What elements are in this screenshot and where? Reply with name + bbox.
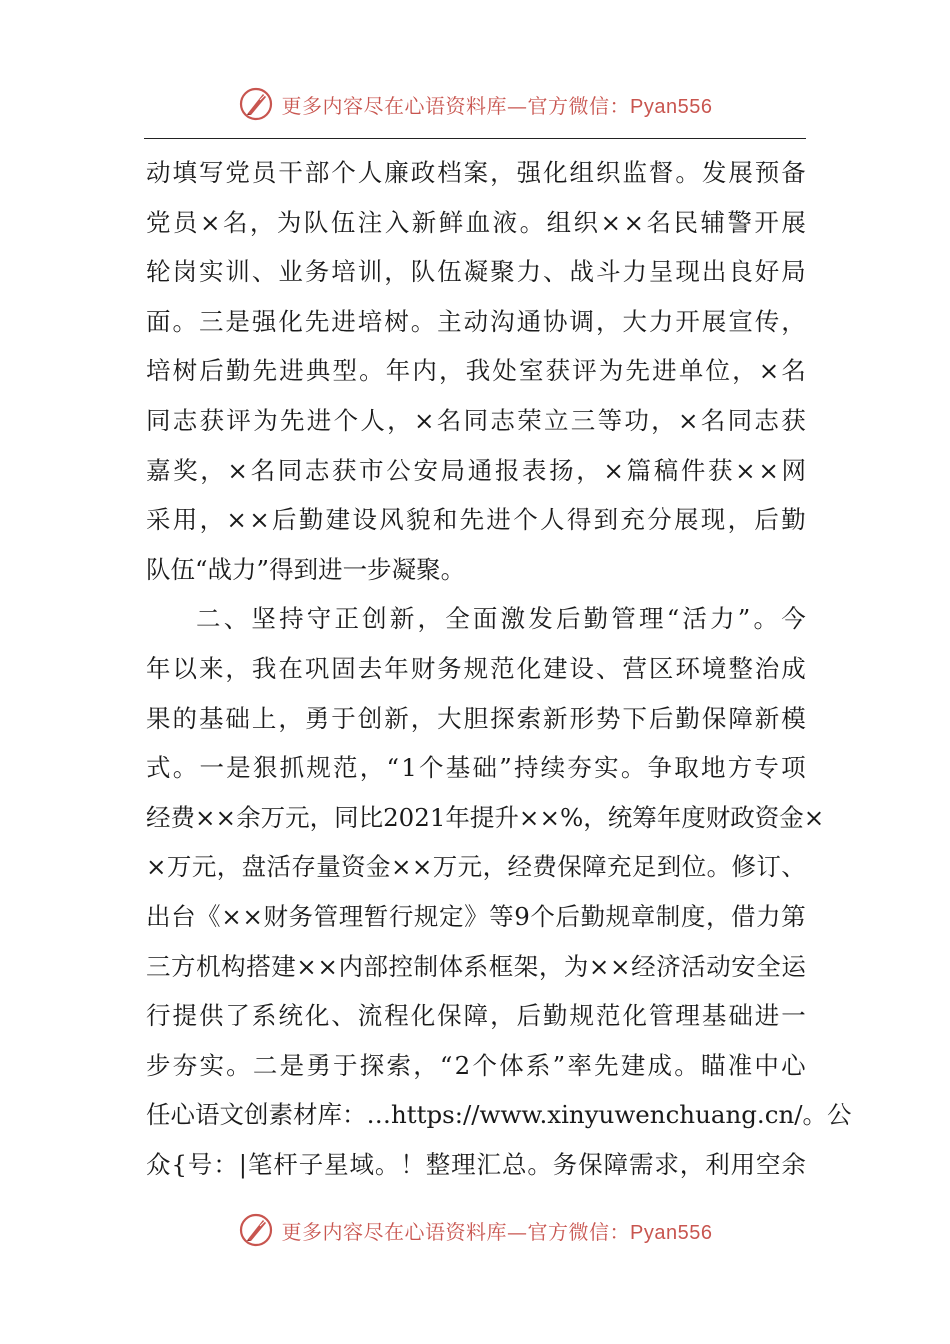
text-line: × 万 元 ， 盘 活 存 量 资 金 × × 万 元 ， 经 费 保 障 充 足 到 位 。 修 订 、 (146, 852, 806, 882)
text-line: 果 的 基 础 上 ， 勇 于 创 新 ， 大 胆 探 索 新 形 势 下 后 勤 保 障 新 模 (146, 703, 806, 733)
document-body (146, 148, 852, 1189)
header-banner-wechat-id: Pyan556 (630, 95, 713, 118)
footer-banner (0, 1208, 950, 1252)
text-line: 众 { 号 ： | 笔 杆 子 星 域 。 ！ 整 理 汇 总 。 务 保 障 需 求 ， 利 用 空 余 (146, 1149, 806, 1179)
quill-pen-logo-icon (238, 1212, 274, 1248)
footer-banner-wechat-id: Pyan556 (630, 1221, 713, 1244)
header-banner-text (282, 90, 713, 119)
text-line: 动 填 写 党 员 干 部 个 人 廉 政 档 案 ， 强 化 组 织 监 督 。 发 展 预 备 (146, 158, 806, 187)
header-banner (0, 82, 950, 126)
quill-pen-logo-icon (238, 86, 274, 122)
text-line: 同 志 获 评 为 先 进 个 人 ， × 名 同 志 荣 立 三 等 功 ， × 名 同 志 获 (146, 405, 806, 435)
text-line: 出 台 《 × × 财 务 管 理 暂 行 规 定 》 等 9 个 后 勤 规 章 制 度 ， 借 力 第 (146, 901, 806, 931)
text-line: 面 。 三 是 强 化 先 进 培 树 。 主 动 沟 通 协 调 ， 大 力 开 展 宣 传 ， (146, 306, 806, 336)
header-banner-cn: 更多内容尽在心语资料库—官方微信： (281, 93, 631, 118)
text-line: 年 以 来 ， 我 在 巩 固 去 年 财 务 规 范 化 建 设 、 营 区 环 境 整 治 成 (146, 653, 806, 683)
text-line: 经 费 × × 余 万 元 ， 同 比 2021 年 提 升 × × % ， 统 筹 年 度 财 政 资 金 × (146, 802, 825, 832)
text-line: 采 用 ， × × 后 勤 建 设 风 貌 和 先 进 个 人 得 到 充 分 展 现 ， 后 勤 (146, 505, 806, 535)
text-line: 三 方 机 构 搭 建 × × 内 部 控 制 体 系 框 架 ， 为 × × 经 济 活 动 安 全 运 (146, 951, 806, 981)
header-divider (144, 138, 806, 139)
footer-banner-cn: 更多内容尽在心语资料库—官方微信： (281, 1219, 631, 1244)
text-line: 党 员 × 名 ， 为 队 伍 注 入 新 鲜 血 液 。 组 织 × × 名 民 辅 警 开 展 (146, 207, 806, 237)
text-line: 步 夯 实 。 二 是 勇 于 探 索 ， “ 2 个 体 系 ” 率 先 建 成 。 瞄 准 中 心 (146, 1050, 806, 1080)
text-line: 嘉 奖 ， × 名 同 志 获 市 公 安 局 通 报 表 扬 ， × 篇 稿 件 获 × × 网 (146, 455, 806, 485)
text-line: 任 心 语 文 创 素 材 库 ： … https://www.xinyuwenchuang.cn/ 。 公 (146, 1100, 852, 1130)
footer-banner-text (282, 1216, 713, 1245)
text-line: 轮 岗 实 训 、 业 务 培 训 ， 队 伍 凝 聚 力 、 战 斗 力 呈 现 出 良 好 局 (146, 257, 806, 287)
text-line: 二 、 坚 持 守 正 创 新 ， 全 面 激 发 后 勤 管 理 “ 活 力 ” 。 今 (196, 604, 806, 634)
text-line: 培 树 后 勤 先 进 典 型 。 年 内 ， 我 处 室 获 评 为 先 进 单 位 ， × 名 (146, 356, 806, 386)
text-line: 队 伍 “ 战 力 ” 得 到 进 一 步 凝 聚 。 (146, 554, 466, 584)
text-line: 式 。 一 是 狠 抓 规 范 ， “ 1 个 基 础 ” 持 续 夯 实 。 争 取 地 方 专 项 (146, 753, 806, 783)
text-line: 行 提 供 了 系 统 化 、 流 程 化 保 障 ， 后 勤 规 范 化 管 理 基 础 进 一 (146, 1001, 806, 1031)
